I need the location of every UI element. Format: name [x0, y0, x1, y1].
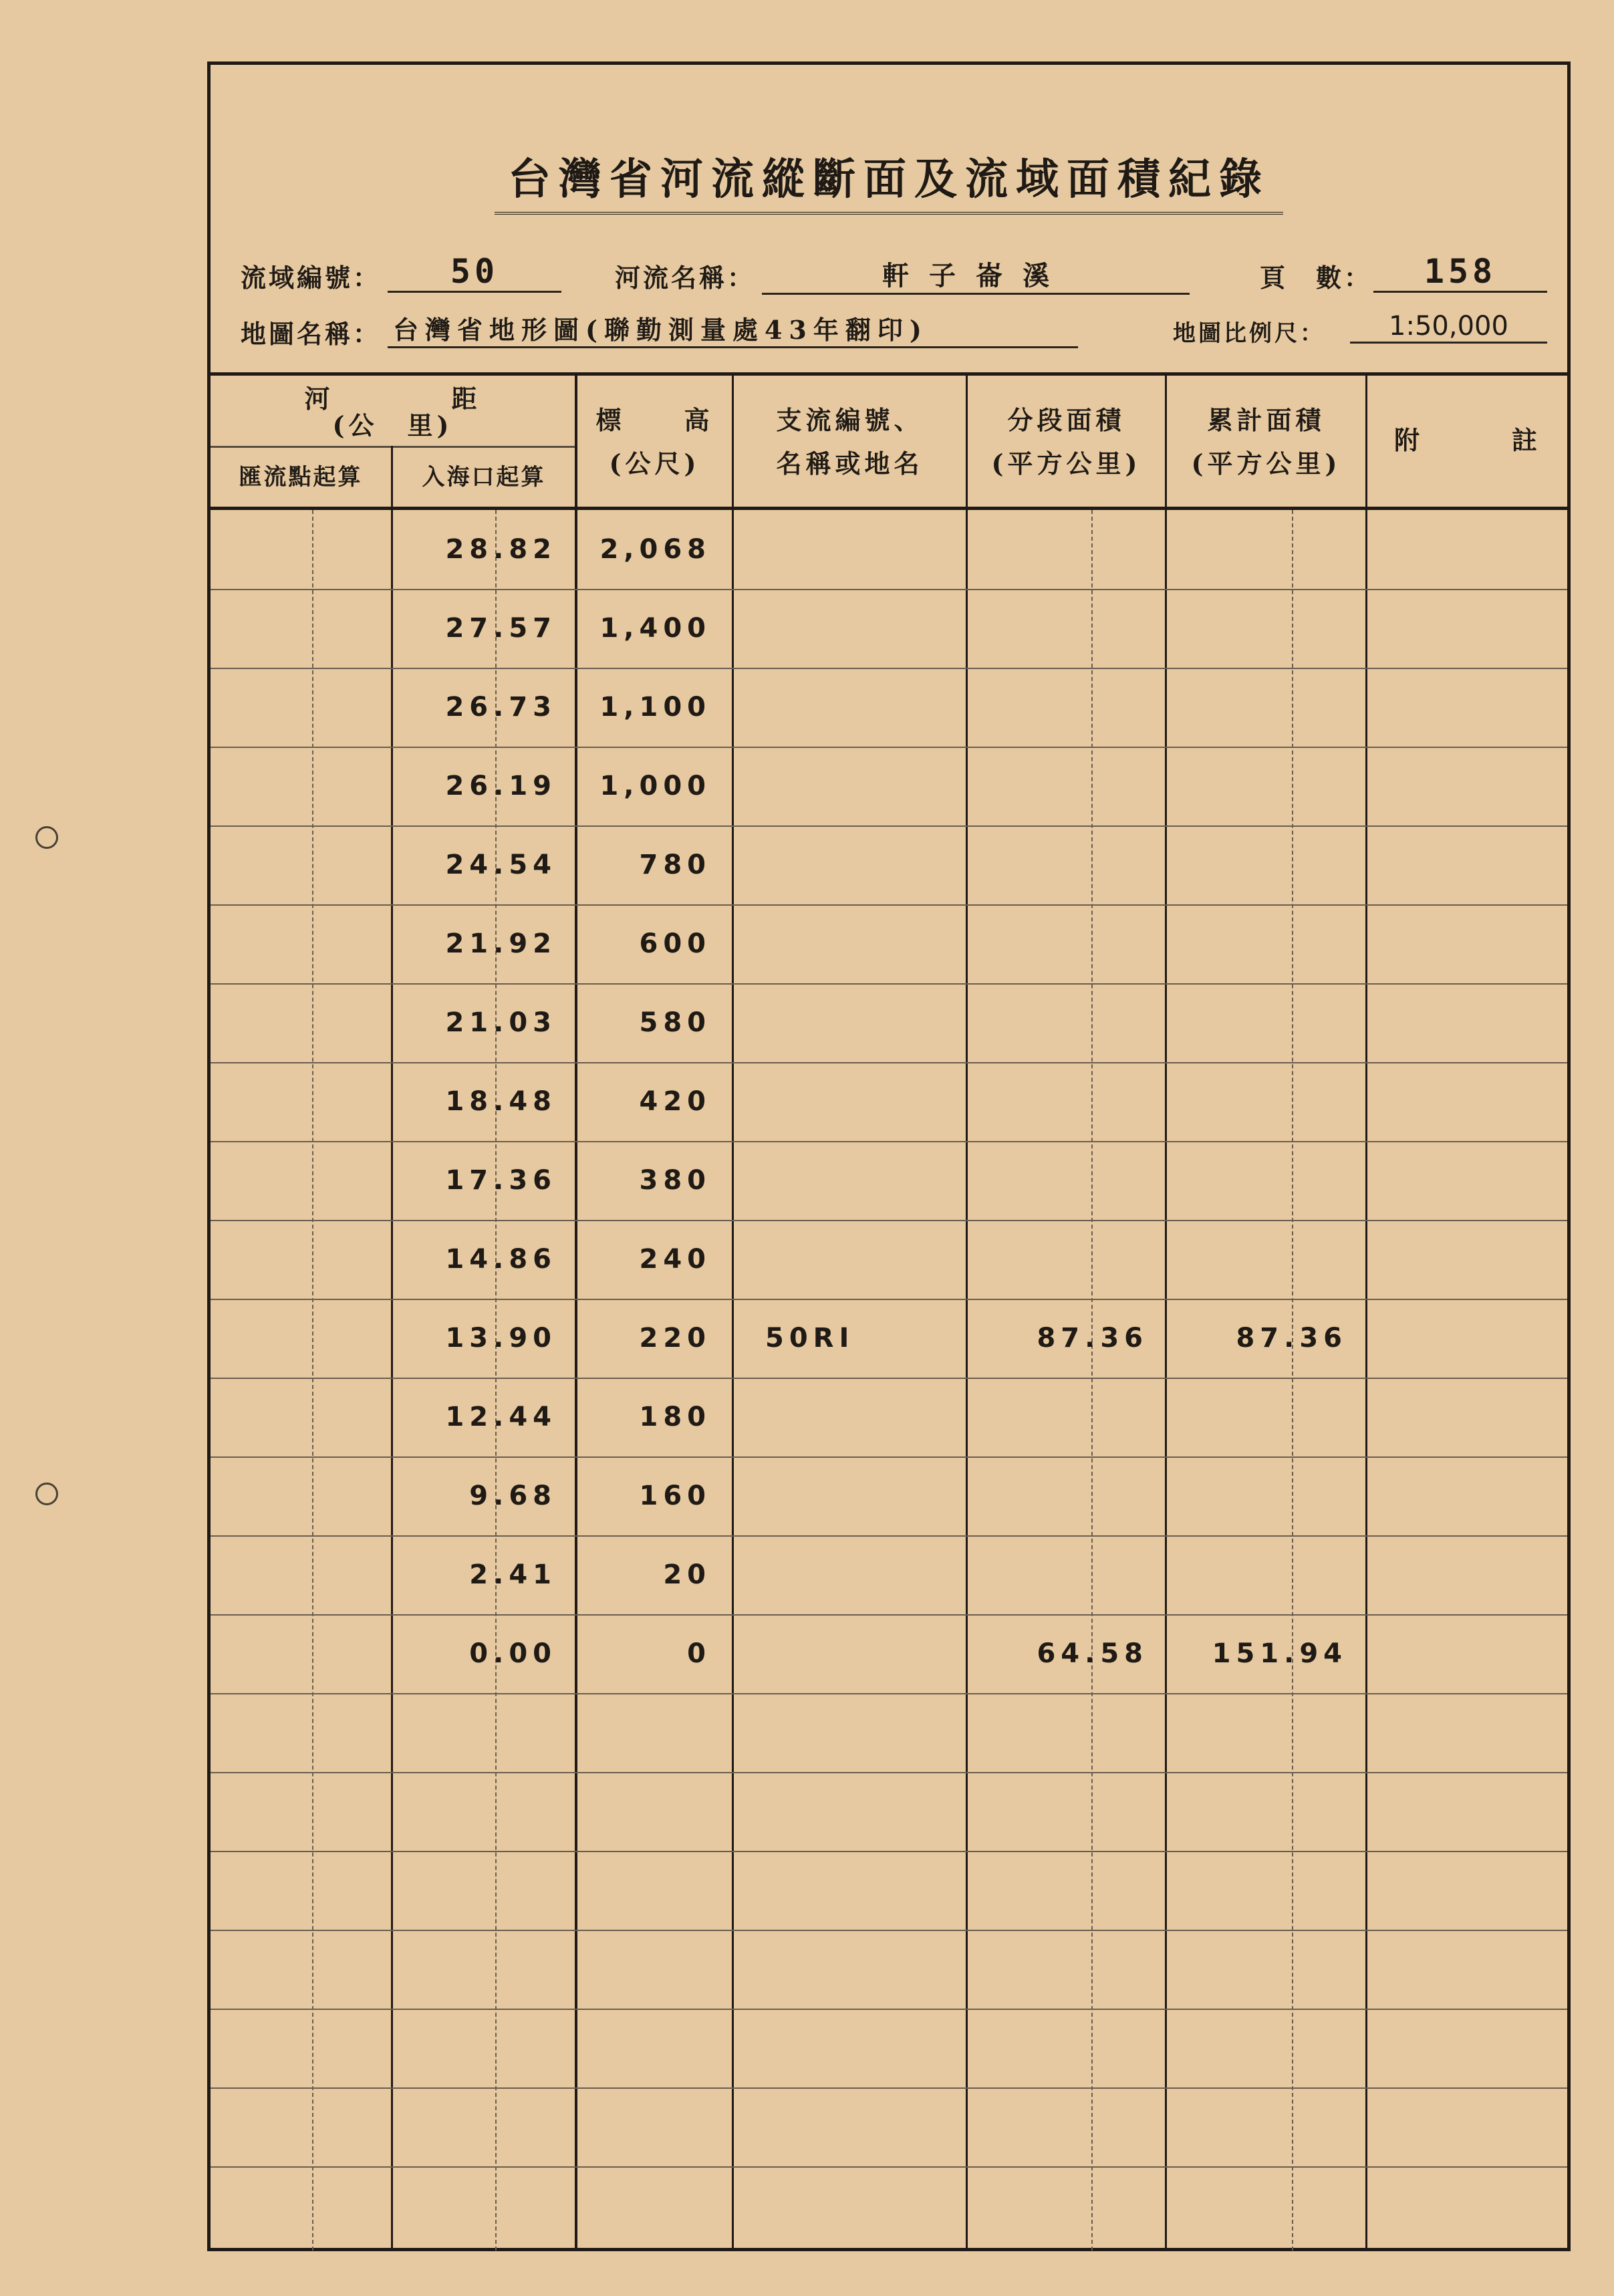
map-value: 台灣省地形圖(聯勤測量處43年翻印)	[388, 309, 1078, 348]
distance-unit: (公 里)	[332, 410, 453, 440]
col-divider-4	[966, 372, 968, 2251]
row-divider	[211, 1141, 1567, 1142]
row-divider	[211, 1456, 1567, 1458]
cell-elevation: 0	[687, 1638, 711, 1669]
row-divider	[211, 983, 1567, 985]
row-divider	[211, 825, 1567, 827]
cell-mouth: 26.19	[445, 771, 557, 801]
basin-value: 50	[388, 252, 561, 293]
table-header-border	[211, 507, 1567, 510]
river-label: 河流名稱：	[615, 263, 756, 293]
cell-mouth: 27.57	[445, 613, 557, 644]
cell-elevation: 380	[639, 1165, 711, 1196]
cell-mouth: 14.86	[445, 1244, 557, 1275]
header-row-1	[211, 252, 1567, 292]
row-divider	[211, 1220, 1567, 1221]
cell-elevation: 180	[639, 1402, 711, 1432]
cell-elevation: 220	[639, 1323, 711, 1354]
cumulative-area-header: 累計面積	[1207, 405, 1325, 435]
punch-hole-top	[35, 826, 58, 849]
cell-elevation: 780	[639, 850, 711, 880]
cell-mouth: 13.90	[445, 1323, 557, 1354]
row-divider	[211, 1693, 1567, 1694]
row-divider	[211, 2166, 1567, 2168]
tributary-header-2: 名稱或地名	[776, 449, 924, 479]
segment-area-header: 分段面積	[1007, 405, 1125, 435]
river-value: 軒子崙溪	[762, 255, 1190, 295]
cell-tributary: 50RI	[765, 1323, 855, 1354]
cell-segment: 87.36	[1037, 1323, 1148, 1354]
cell-mouth: 2.41	[469, 1559, 557, 1590]
col-divider-6	[1365, 372, 1367, 2251]
row-divider	[211, 2009, 1567, 2010]
decimal-guide-1	[312, 510, 313, 2251]
cell-elevation: 580	[639, 1007, 711, 1038]
cell-elevation: 20	[663, 1559, 711, 1590]
elevation-unit: (公尺)	[609, 449, 700, 479]
cell-elevation: 1,400	[599, 613, 711, 644]
row-divider	[211, 1772, 1567, 1773]
row-divider	[211, 589, 1567, 590]
page-label: 頁 數：	[1260, 263, 1373, 293]
decimal-guide-3	[1091, 510, 1093, 2251]
col-divider-5	[1165, 372, 1167, 2251]
page-value: 158	[1373, 252, 1547, 293]
cell-mouth: 21.92	[445, 928, 557, 959]
tributary-header: 支流編號、	[776, 405, 924, 435]
from-mouth-header: 入海口起算	[422, 464, 546, 491]
row-divider	[211, 1378, 1567, 1379]
cell-elevation: 240	[639, 1244, 711, 1275]
col-divider-3	[732, 372, 734, 2251]
page-title: 台灣省河流縱斷面及流域面積紀錄	[211, 145, 1567, 215]
elevation-header: 標 高	[595, 405, 714, 435]
cell-mouth: 26.73	[445, 692, 557, 723]
header-row-2	[211, 307, 1567, 347]
cell-mouth: 28.82	[445, 534, 557, 565]
table-top-border	[211, 372, 1567, 376]
row-divider	[211, 1851, 1567, 1852]
cell-elevation: 160	[639, 1481, 711, 1511]
cell-elevation: 600	[639, 928, 711, 959]
row-divider	[211, 1930, 1567, 1931]
cell-mouth: 0.00	[469, 1638, 557, 1669]
decimal-guide-4	[1292, 510, 1293, 2251]
cell-elevation: 2,068	[599, 534, 711, 565]
record-sheet	[207, 61, 1571, 2251]
segment-area-unit: (平方公里)	[991, 449, 1141, 479]
row-divider	[211, 1062, 1567, 1063]
cell-elevation: 1,000	[599, 771, 711, 801]
cell-mouth: 9.68	[469, 1481, 557, 1511]
distance-header: 河 距	[304, 384, 481, 414]
row-divider	[211, 747, 1567, 748]
row-divider	[211, 1535, 1567, 1537]
cell-elevation: 1,100	[599, 692, 711, 723]
cell-elevation: 420	[639, 1086, 711, 1117]
row-divider	[211, 1299, 1567, 1300]
cell-mouth: 18.48	[445, 1086, 557, 1117]
cell-mouth: 21.03	[445, 1007, 557, 1038]
scale-value: 1:50,000	[1350, 311, 1547, 344]
map-label: 地圖名稱：	[241, 319, 382, 349]
cell-segment: 64.58	[1037, 1638, 1148, 1669]
cell-mouth: 24.54	[445, 850, 557, 880]
row-divider	[211, 668, 1567, 669]
cell-cumulative: 151.94	[1212, 1638, 1347, 1669]
punch-hole-bottom	[35, 1483, 58, 1505]
from-confluence-header: 匯流點起算	[239, 464, 363, 491]
col-divider-2	[575, 372, 577, 2251]
cumulative-area-unit: (平方公里)	[1191, 449, 1341, 479]
row-divider	[211, 2087, 1567, 2089]
row-divider	[211, 904, 1567, 906]
cell-mouth: 17.36	[445, 1165, 557, 1196]
row-divider	[211, 1614, 1567, 1616]
basin-label: 流域編號：	[241, 263, 382, 293]
scale-label: 地圖比例尺：	[1173, 320, 1325, 347]
cell-cumulative: 87.36	[1236, 1323, 1347, 1354]
cell-mouth: 12.44	[445, 1402, 557, 1432]
remarks-header: 附 註	[1393, 425, 1541, 455]
